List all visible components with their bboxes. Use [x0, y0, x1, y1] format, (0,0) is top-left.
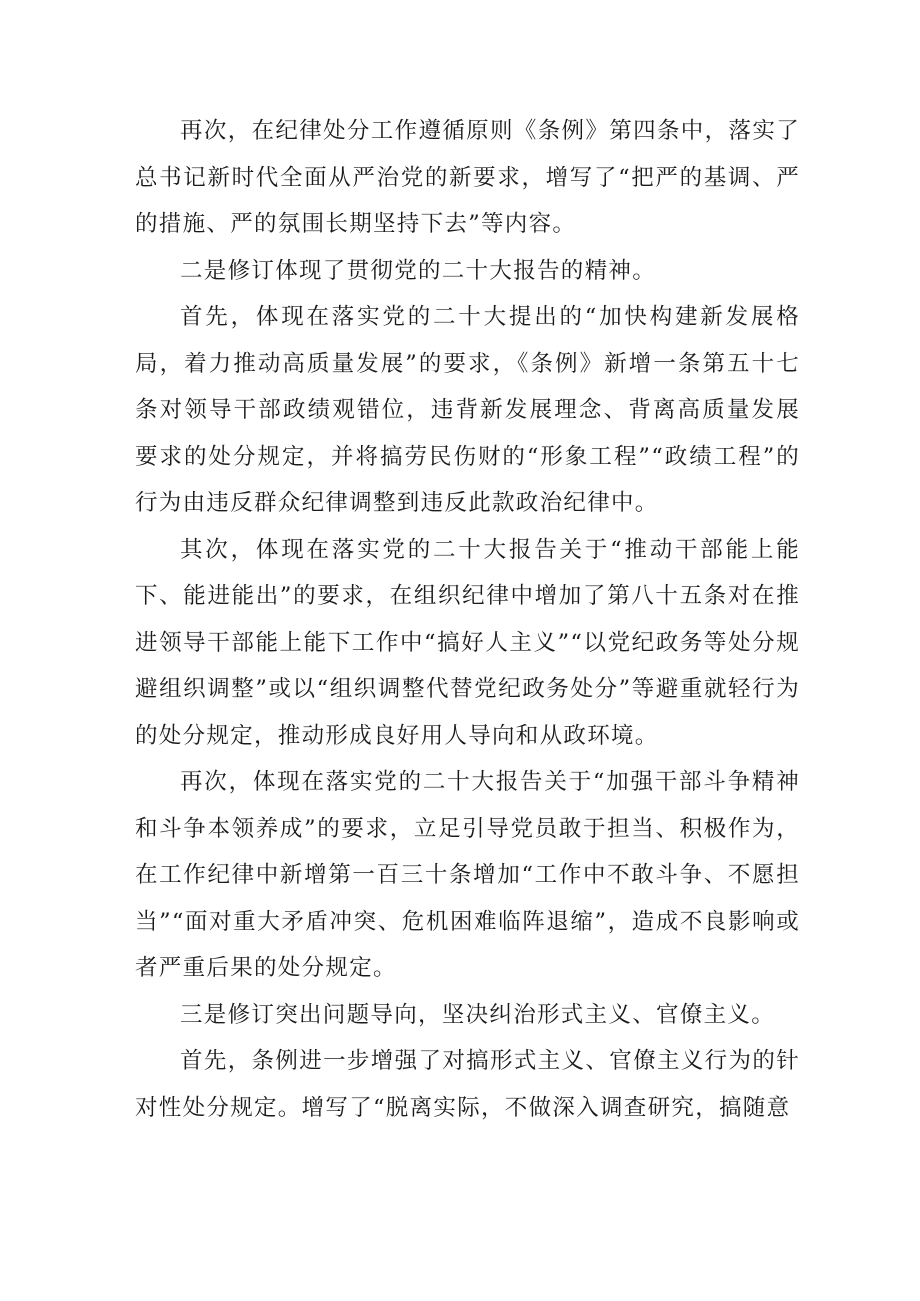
paragraph-point-two: 二是修订体现了贯彻党的二十大报告的精神。 — [180, 257, 657, 284]
paragraph-discipline-principles: 再次，在纪律处分工作遵循原则《条例》第四条中，落实了总书记新时代全面从严治党的新要求，增写了“把严的基调、严的措施、严的氛围长期坚持下去”等内容。 — [135, 118, 800, 237]
paragraph-fighting-spirit: 再次，体现在落实党的二十大报告关于“加强干部斗争精神和斗争本领养成”的要求，立足引导党员敢于担当、积极作为，在工作纪律中新增第一百三十条增加“工作中不敢斗争、不愿担当”“面对重大矛盾冲突、危机困难临阵退缩”，造成不良影响或者严重后果的处分规定。 — [135, 769, 800, 981]
paragraph-formalism: 首先，条例进一步增强了对搞形式主义、官僚主义行为的针对性处分规定。增写了“脱离实际，不做深入调查研究，搞随意 — [135, 1048, 800, 1121]
paragraph-point-three: 三是修订突出问题导向，坚决纠治形式主义、官僚主义。 — [180, 1001, 776, 1028]
document-body — [135, 108, 800, 1131]
paragraph-cadre-promotion: 其次，体现在落实党的二十大报告关于“推动干部能上能下、能进能出”的要求，在组织纪律中增加了第八十五条对在推进领导干部能上能下工作中“搞好人主义”“以党纪政务等处分规避组织调整”或以“组织调整代替党纪政务处分”等避重就轻行为的处分规定，推动形成良好用人导向和从政环境。 — [135, 536, 800, 749]
paragraph-new-development: 首先，体现在落实党的二十大提出的“加快构建新发展格局，着力推动高质量发展”的要求，《条例》新增一条第五十七条对领导干部政绩观错位，违背新发展理念、背离高质量发展要求的处分规定，并将搞劳民伤财的“形象工程”“政绩工程”的行为由违反群众纪律调整到违反此款政治纪律中。 — [135, 304, 800, 516]
